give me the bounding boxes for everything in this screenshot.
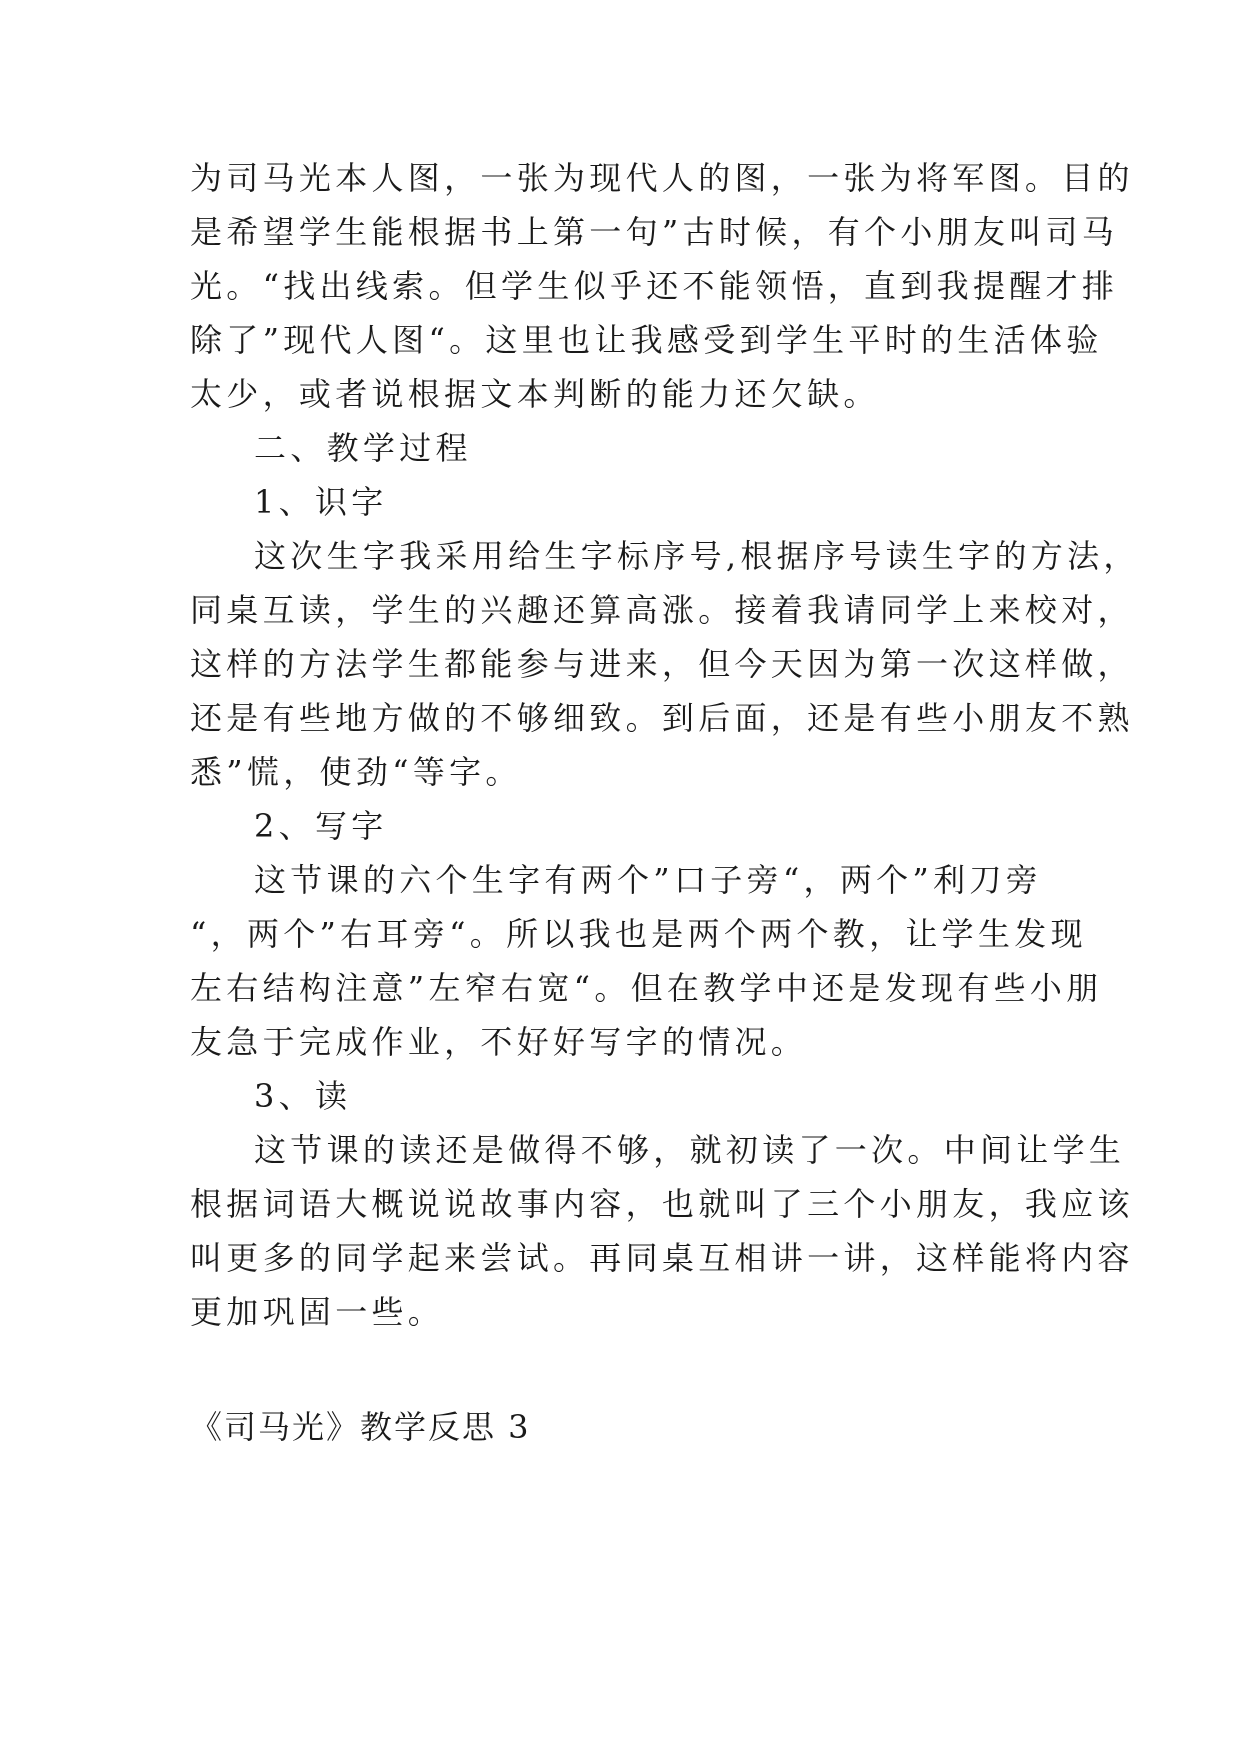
paragraph-line: 悉”慌，使劲“等字。 xyxy=(190,753,522,791)
paragraph-line: 光。“找出线索。但学生似乎还不能领悟，直到我提醒才排 xyxy=(190,267,1119,305)
subsection-heading: 1、识字 xyxy=(254,483,388,521)
paragraph-line: 这节课的读还是做得不够，就初读了一次。中间让学生 xyxy=(254,1131,1126,1169)
paragraph-line: 还是有些地方做的不够细致。到后面，还是有些小朋友不熟 xyxy=(190,699,1134,737)
paragraph-line: 除了”现代人图“。这里也让我感受到学生平时的生活体验 xyxy=(190,321,1103,359)
paragraph-line: 这节课的六个生字有两个”口子旁“，两个”利刀旁 xyxy=(254,861,1042,899)
paragraph-line: 叫更多的同学起来尝试。再同桌互相讲一讲，这样能将内容 xyxy=(190,1239,1134,1277)
paragraph-line: 同桌互读，学生的兴趣还算高涨。接着我请同学上来校对， xyxy=(190,591,1134,629)
next-article-title: 《司马光》教学反思 3 xyxy=(190,1408,531,1446)
subsection-heading: 3、读 xyxy=(254,1077,352,1115)
paragraph-line: 左右结构注意”左窄右宽“。但在教学中还是发现有些小朋 xyxy=(190,969,1103,1007)
paragraph-line: 这样的方法学生都能参与进来，但今天因为第一次这样做， xyxy=(190,645,1134,683)
paragraph-line: 为司马光本人图，一张为现代人的图，一张为将军图。目的 xyxy=(190,159,1134,197)
paragraph-line: “，两个”右耳旁“。所以我也是两个两个教，让学生发现 xyxy=(190,915,1087,953)
paragraph-line: 是希望学生能根据书上第一句”古时候，有个小朋友叫司马 xyxy=(190,213,1119,251)
paragraph-line: 根据词语大概说说故事内容，也就叫了三个小朋友，我应该 xyxy=(190,1185,1134,1223)
paragraph-line: 太少，或者说根据文本判断的能力还欠缺。 xyxy=(190,375,880,413)
paragraph-line: 这次生字我采用给生字标序号,根据序号读生字的方法， xyxy=(254,537,1140,575)
section-heading: 二、教学过程 xyxy=(254,429,472,467)
paragraph-line: 更加巩固一些。 xyxy=(190,1293,445,1331)
subsection-heading: 2、写字 xyxy=(254,807,388,845)
paragraph-line: 友急于完成作业，不好好写字的情况。 xyxy=(190,1023,808,1061)
